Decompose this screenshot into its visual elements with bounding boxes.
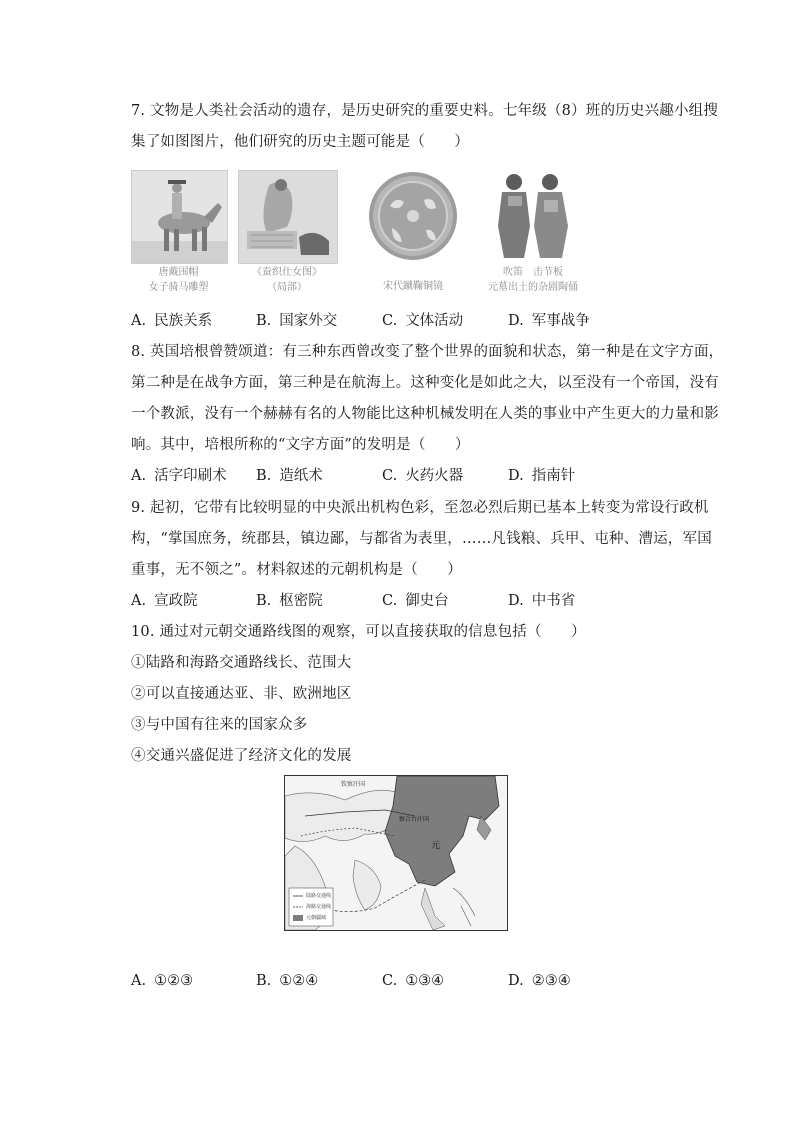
option-letter: D. [508,973,524,989]
option-letter: C. [382,593,398,609]
silk-weaving-painting-image [238,170,338,264]
map-legend-land: 陆路交通线 [306,893,332,899]
option-letter: A. [131,593,147,609]
q8-option-d[interactable] [508,466,575,486]
option-text: 国家外交 [279,313,338,329]
q7-caption-4a: 吹笛 击节板 [503,267,563,278]
q7-option-c[interactable] [382,311,463,331]
opera-figurines-image [488,170,578,262]
option-letter: D. [508,593,524,609]
q7-caption-1b: 女子骑马雕塑 [148,282,209,293]
q10-option-a[interactable] [131,971,193,991]
q9-option-b[interactable] [256,591,323,611]
option-text: ①②③ [154,973,194,989]
option-letter: C. [382,468,398,484]
option-text: ①②④ [279,973,319,989]
q9-option-a[interactable] [131,591,198,611]
q10-statement-4: ④交通兴盛促进了经济文化的发展 [131,748,352,764]
q8-stem-line-1: 8. 英国培根曾赞颂道：有三种东西曾改变了整个世界的面貌和状态，第一种是在文字方面， [131,344,724,360]
map-label-chagatai: 察合台汗国 [399,816,430,823]
option-text: 造纸术 [279,468,323,484]
option-letter: D. [508,468,524,484]
option-letter: A. [131,973,147,989]
option-text: ②③④ [531,973,571,989]
option-letter: B. [256,593,272,609]
q9-option-c[interactable] [382,591,449,611]
map-label-yuan: 元 [431,841,441,851]
q7-caption-2a: 《蚕织仕女图》 [252,267,322,278]
q8-option-a[interactable] [131,466,227,486]
q8-option-b[interactable] [256,466,323,486]
option-letter: B. [256,468,272,484]
q9-option-d[interactable] [508,591,575,611]
option-text: 枢密院 [279,593,323,609]
option-text: 文体活动 [405,313,464,329]
option-text: 御史台 [405,593,449,609]
option-text: 指南针 [531,468,576,484]
option-text: ①③④ [405,973,445,989]
option-text: 宣政院 [154,593,198,609]
q7-caption-4b: 元墓出土的杂剧陶俑 [488,282,578,293]
q9-stem-line-3: 重事，无不领之”。材料叙述的元朝机构是（ ） [131,562,463,578]
q7-caption-3a: 宋代蹴鞠铜镜 [383,281,443,292]
map-legend-sea: 海路交通线 [306,904,332,910]
q10-option-d[interactable] [508,971,571,991]
map-legend-territory: 元朝疆域 [306,915,327,921]
q7-option-a[interactable] [131,311,212,331]
map-label-kipchak: 钦察汗国 [341,781,366,788]
q10-stem-line-1: 10. 通过对元朝交通路线图的观察，可以直接获取的信息包括（ ） [131,624,586,640]
option-letter: D. [508,313,524,329]
q7-option-d[interactable] [508,311,590,331]
option-letter: A. [131,468,147,484]
q10-statement-2: ②可以直接通达亚、非、欧洲地区 [131,686,352,702]
option-text: 火药火器 [405,468,464,484]
option-letter: C. [382,973,398,989]
q7-stem-line-1: 7. 文物是人类社会活动的遗存，是历史研究的重要史料。七年级（8）班的历史兴趣小组搜 [131,103,719,119]
q10-option-b[interactable] [256,971,318,991]
option-text: 民族关系 [154,313,213,329]
q8-stem-line-4: 响。其中，培根所称的“文字方面”的发明是（ ） [131,437,470,453]
q10-option-c[interactable] [382,971,444,991]
option-text: 活字印刷术 [154,468,227,484]
bronze-mirror-image [362,170,464,262]
option-letter: B. [256,313,272,329]
q7-caption-2b: （局部） [267,282,307,293]
option-letter: B. [256,973,272,989]
horse-rider-figurine-image [131,170,228,264]
q8-stem-line-3: 一个教派，没有一个赫赫有名的人物能比这种机械发明在人类的事业中产生更大的力量和影 [131,406,719,422]
q9-stem-line-2: 构，“掌国庶务，统郡县，镇边鄙，与都省为表里，……凡钱粮、兵甲、屯种、漕运，军国 [131,531,712,547]
option-text: 军事战争 [531,313,590,329]
yuan-transport-map [284,775,508,931]
option-letter: A. [131,313,147,329]
q7-caption-1a: 唐戴围帽 [158,267,199,278]
q7-stem-line-2: 集了如图图片，他们研究的历史主题可能是（ ） [131,134,470,150]
q10-statement-1: ①陆路和海路交通路线长、范围大 [131,655,352,671]
q9-stem-line-1: 9. 起初，它带有比较明显的中央派出机构色彩，至忽必烈后期已基本上转变为常设行政机 [131,500,709,516]
q10-statement-3: ③与中国有往来的国家众多 [131,717,308,733]
q8-option-c[interactable] [382,466,463,486]
option-letter: C. [382,313,398,329]
q8-stem-line-2: 第二种是在战争方面，第三种是在航海上。这种变化是如此之大，以至没有一个帝国，没有 [131,375,719,391]
q7-option-b[interactable] [256,311,337,331]
option-text: 中书省 [531,593,576,609]
